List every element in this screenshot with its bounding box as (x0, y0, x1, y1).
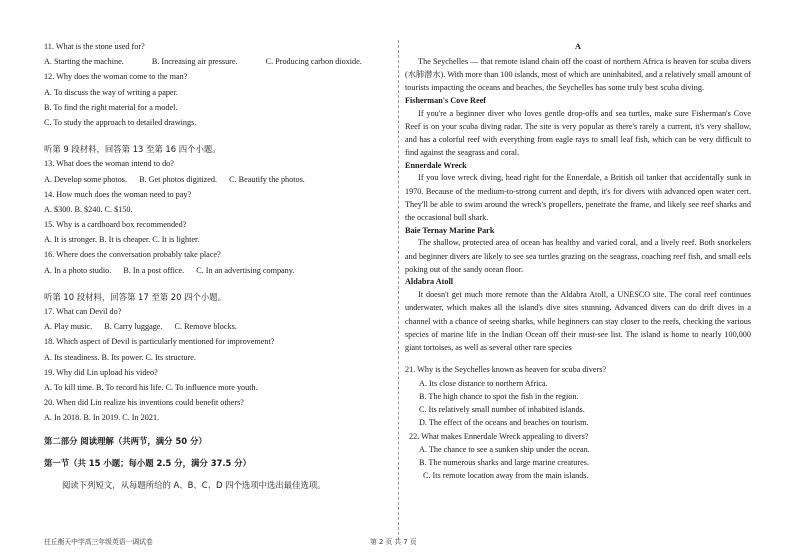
q20-options (44, 413, 390, 428)
q20-option-c: C. In 2021. (122, 413, 160, 423)
q15-option-a: A. It is stronger. (44, 235, 97, 245)
q21-option-c: C. Its relatively small number of inhabited islands. (419, 405, 585, 415)
q14-option-a: A. $300. (44, 204, 73, 214)
reading-instruction: 阅读下列短文，从每题所给的 A、B、C、D 四个选项中选出最佳选项。 (62, 479, 326, 490)
q13-option-c: C. Beautify the photos. (229, 174, 305, 184)
q22-option-c: C. Its remote location away from the main islands. (423, 471, 589, 481)
section-10-header: 听第 10 段材料，回答第 17 至第 20 四个小题。 (44, 291, 226, 302)
heading-baie-ternay: Baie Ternay Marine Park (405, 225, 495, 235)
passage-intro: The Seychelles — that remote island chain off the coast of northern Africa is heaven for scuba divers (水肺潜水). With more than 100 islands, most of which are uninhabited, and a relatively small amount of tourists impacting the oceans and beaches, the Seychelles has some truly best scuba diving. (405, 56, 751, 93)
heading-ennerdale: Ennerdale Wreck (405, 160, 467, 170)
q17-option-a: A. Play music. (44, 322, 93, 332)
q14-option-c: C. $150. (104, 204, 133, 214)
q12-stem: 12. Why does the woman come to the man? (44, 72, 188, 82)
footer-page-number: 第 2 页 共 7 页 (370, 538, 417, 546)
q12-option-c: C. To study the approach to detailed drawings. (44, 117, 197, 127)
q22-stem: 22. What makes Ennerdale Wreck appealing to divers? (409, 431, 589, 441)
paragraph-fishermans-cove: If you're a beginner diver who loves gentle drop-offs and sea turtles, make sure Fisherman's Cove Reef is on your scuba diving radar. The site is very popular as there's rarely a current, it's very shallow, and has a colorful reef with everything from eagle rays to small leaf fish, which can be very difficult to find against the seagrass and coral. (405, 108, 751, 158)
footer-school-name: 任丘衡天中学高三年级英语一调试卷 (44, 538, 153, 546)
q15-option-b: B. It is cheaper. (99, 235, 151, 245)
q15-options (44, 235, 390, 250)
q15-stem: 15. Why is a cardboard box recommended? (44, 220, 187, 230)
q12-option-a: A. To discuss the way of writing a paper. (44, 87, 178, 97)
q12-option-b: B. To find the right material for a model. (44, 102, 178, 112)
q18-option-c: C. Its structure. (145, 352, 196, 362)
q17-stem: 17. What can Devil do? (44, 307, 122, 316)
paragraph-aldabra: It doesn't get much more remote than the Aldabra Atoll, a UNESCO site. The coral reef continues underwater, which makes all the island's dive sites stunning. Advanced divers can do drift dives in a channel with a chance of seeing sharks, while beginners can stay closer to the reefs, checking the various species of marine life in the Indian Ocean off their must-see list. The island is home to nearly 100,000 giant tortoises, as well as several other rare species (405, 290, 751, 353)
q14-option-b: B. $240. (74, 204, 103, 214)
q22-option-a: A. The chance to see a sunken ship under the ocean. (419, 444, 590, 454)
q18-stem: 18. Which aspect of Devil is particularly mentioned for improvement? (44, 337, 275, 347)
q18-options (44, 353, 390, 368)
q11-option-a: A. Starting the machine. (44, 57, 124, 67)
column-divider (398, 40, 399, 540)
q21-option-d: D. The effect of the oceans and beaches on tourism. (419, 418, 589, 428)
q19-option-a: A. To kill time. (44, 382, 94, 392)
part-2-header: 第二部分 阅读理解（共两节，满分 50 分） (44, 435, 207, 446)
q13-options (44, 175, 390, 190)
q19-options (44, 383, 390, 398)
q16-option-a: A. In a photo studio. (44, 265, 112, 275)
q16-stem: 16. Where does the conversation probably take place? (44, 250, 221, 260)
q11-option-b: B. Increasing air pressure. (151, 57, 238, 67)
q19-option-b: B. To record his life. (96, 382, 164, 392)
q17-option-b: B. Carry luggage. (104, 322, 163, 332)
q18-option-b: B. Its power. (101, 352, 144, 362)
q19-option-c: C. To influence more youth. (165, 382, 258, 392)
q13-option-a: A. Develop some photos. (44, 174, 128, 184)
left-column (44, 0, 390, 495)
q19-stem: 19. Why did Lin upload his video? (44, 367, 158, 377)
q21-stem: 21. Why is the Seychelles known as heaven for scuba divers? (405, 365, 607, 375)
q13-option-b: B. Get photos digitized. (139, 174, 218, 184)
section-9-header: 听第 9 段材料，回答第 13 至第 16 四个小题。 (44, 144, 221, 155)
q17-option-c: C. Remove blocks. (174, 322, 237, 332)
paragraph-baie-ternay: The shallow, protected area of ocean has healthy and varied coral, and a lively reef. Both snorkelers and beginner divers are likely to see sea turtles grazing on the seagrass, coaching reef fish, and small eels poking out of the sandy ocean floor. (405, 238, 751, 274)
right-column (405, 0, 751, 483)
q14-options (44, 205, 390, 220)
paragraph-ennerdale: If you love wreck diving, head right for the Ennerdale, a British oil tanker that accidentally sunk in 1970. Because of the medium-to-strong current and depth, it's for divers with advanced open water cert. They'll be able to swim around the wreck's propellers, penetrate the frame, and likely see reef sharks and the occasional bull shark. (405, 173, 751, 223)
q18-option-a: A. Its steadiness. (44, 352, 100, 362)
q11-options (44, 57, 390, 72)
heading-fishermans-cove: Fisherman's Cove Reef (405, 95, 486, 105)
section-1-header: 第一节（共 15 小题；每小题 2.5 分，满分 37.5 分） (44, 457, 252, 468)
q15-option-c: C. It is lighter. (152, 235, 200, 245)
q11-stem: 11. What is the stone used for? (44, 42, 145, 51)
q11-option-c: C. Producing carbon dioxide. (265, 57, 362, 67)
q16-options (44, 266, 390, 281)
q13-stem: 13. What does the woman intend to do? (44, 159, 174, 169)
q14-stem: 14. How much does the woman need to pay? (44, 189, 192, 199)
q21-option-b: B. The high chance to spot the fish in the region. (419, 391, 579, 401)
heading-aldabra: Aldabra Atoll (405, 277, 453, 287)
q16-option-c: C. In an advertising company. (196, 265, 295, 275)
q20-option-b: B. In 2019. (83, 413, 121, 423)
q16-option-b: B. In a post office. (123, 265, 185, 275)
q21-option-a: A. Its close distance to northern Africa. (419, 378, 548, 388)
q20-option-a: A. In 2018. (44, 413, 82, 423)
passage-label: A (575, 42, 581, 51)
q20-stem: 20. When did Lin realize his inventions could benefit others? (44, 398, 244, 408)
q22-option-b: B. The numerous sharks and large marine creatures. (419, 458, 589, 468)
q17-options (44, 322, 390, 337)
